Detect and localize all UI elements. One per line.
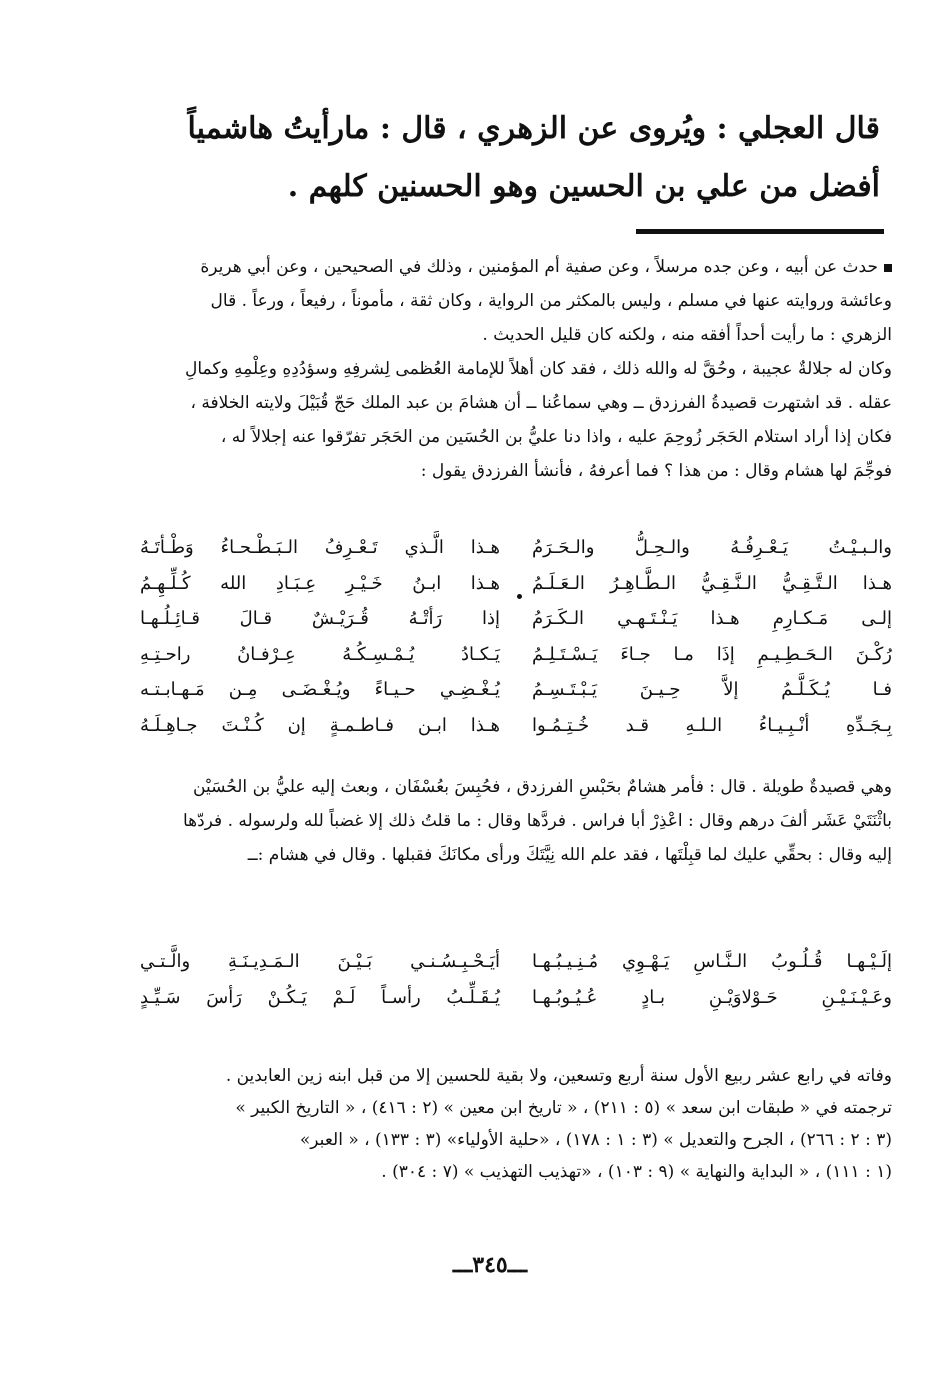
text-line: وهي قصيدةٌ طويلة . قال : فأمر هشامٌ بحَبْسِ الفرزدق ، فحُبِسَ بعُسْفَان ، وبعث إليه عليُّ بن الحُسَيْن: [193, 777, 892, 797]
references-paragraph: [140, 1060, 892, 1188]
text-line: (١ : ١١١) ، « البداية والنهاية » (٩ : ١٠٣) ، «تهذيب التهذيب » (٧ : ٣٠٤) .: [381, 1162, 892, 1182]
narrative-paragraph: [140, 770, 892, 872]
poem-verse: [140, 566, 892, 602]
section-divider: [636, 229, 884, 234]
verse-right-hemistich: يُـقَـلِّـبُ رأسـاً لَـمْ يَـكُـنْ رَأسَ سَـيِّـدٍ: [140, 987, 500, 1008]
verse-left-hemistich: إلـى مَـكـارِمِ هـذا يَـنْـتَـهـي الـكَـرَمُ: [532, 608, 892, 629]
poem-verse: [140, 672, 892, 708]
poem-verse: [140, 708, 892, 744]
verse-left-hemistich: رُكْـنَ الـحَـطِـيـمِ إذَا مـا جـاءَ يَـسْـتَـلِـمُ: [532, 643, 892, 665]
text-line: (٣ : ٢ : ٢٦٦) ، الجرح والتعديل » (٣ : ١ : ١٧٨) ، «حلية الأولياء» (٣ : ١٣٣) ، « العبر»: [299, 1130, 892, 1150]
dot-mark: [517, 594, 522, 599]
poem-verse: [140, 601, 892, 637]
verse-right-hemistich: أيَـحْـبِـسُـنـي بَـيْـنَ الـمَـدِيـنَـةِ والَّـتـي: [140, 951, 500, 972]
page-number: ـــ٣٤٥ـــ: [452, 1252, 528, 1278]
footnote-body: [140, 250, 892, 488]
verse-right-hemistich: هـذا ابـن فـاطـمـةٍ إن كُـنْـتَ جـاهِـلَـهُ: [140, 714, 500, 736]
verse-left-hemistich: بِـجَـدِّهِ أنْـبِـيـاءُ الـلـهِ قـد خُـتِـمُـوا: [532, 714, 892, 736]
verse-left-hemistich: هـذا الـتَّـقِـيُّ الـنَّـقِـيُّ الـطَّـاهِـرُ الـعَـلَـمُ: [532, 572, 892, 594]
verse-right-hemistich: يُـغْـضِـي حـيـاءً ويُـغْـضَـى مِـن مَـهـابـتـه: [140, 679, 500, 700]
verse-left-hemistich: إلَـيْـهـا قُـلُـوبُ الـنَّـاسِ يَـهْـوِي مُـنِـيـبُـهـا: [532, 951, 892, 972]
text-line: فوجِّمَ لها هشام وقال : من هذا ؟ فما أعرفهُ ، فأنشأ الفرزدق يقول :: [420, 461, 892, 481]
square-bullet-icon: [884, 264, 892, 272]
poem-verse: [140, 637, 892, 673]
verse-right-hemistich: يَـكـادُ يُـمْـسِـكُـهُ عِـرْفـانُ راحـتِـهِ: [140, 643, 500, 665]
poem-verse: [140, 944, 892, 980]
poem-verse: [140, 980, 892, 1016]
text-line: ترجمته في « طبقات ابن سعد » (٥ : ٢١١) ، « تاريخ ابن معين » (٢ : ٤١٦) ، « التاريخ الكبير »: [235, 1098, 892, 1118]
text-line: حدث عن أبيه ، وعن جده مرسلاً ، وعن صفية أم المؤمنين ، وذلك في الصحيحين ، وعن أبي هريرة: [140, 250, 892, 284]
verse-right-hemistich: هـذا ابـنُ خَـيْـرِ عِـبَـادِ الله كُـلِّـهِـمُ: [140, 572, 500, 594]
verse-left-hemistich: فـا يُـكَـلَّـمُ إلاَّ حِـيـنَ يَـبْـتَـسِـمُ: [532, 679, 892, 700]
verse-right-hemistich: هـذا الَّـذي تَـعْـرِفُ الـبَـطْـحـاءُ وَطْـأتَـهُ: [140, 537, 500, 558]
text-line: باثْنَتَيْ عَشَر ألفَ درهم وقال : اعْذِرْ أبا فراس . فردَّها وقال : ما قلتُ ذلك إلا غضباً لله ولرسوله . فردّها: [182, 811, 892, 831]
text-line: إليه وقال : بحقِّي عليك لما قبِلْتَها ، فقد علم الله نِيَّتَكَ ورأى مكانَكَ فقبلها . وقال في هشام :ــ: [247, 845, 892, 865]
text-line: وعائشة وروايته عنها في مسلم ، وليس بالمكثر من الرواية ، وكان ثقة ، مأموناً ، رفيعاً ، ورعاً . قال: [210, 291, 892, 311]
poem-verse: [140, 530, 892, 566]
text-line: فكان إذا أراد استلام الحَجَر زُوحِمَ عليه ، واذا دنا عليُّ بن الحُسَين من الحَجَر تفرّقوا عنه إجلالاً له ،: [220, 427, 892, 447]
verse-right-hemistich: إذا رَأتْـهُ قُـرَيْـشٌ قـالَ قـائِـلُـهـا: [140, 608, 500, 629]
text-line: الزهري : ما رأيت أحداً أفقه منه ، ولكنه كان قليل الحديث .: [482, 325, 892, 345]
page-title: قال العجلي : ويُروى عن الزهري ، قال : مارأيتُ هاشمياً أفضل من علي بن الحسين وهو الحسنين كلهم .: [187, 111, 880, 204]
text-line: وفاته في رابع عشر ربيع الأول سنة أربع وتسعين، ولا بقية للحسين إلا من قبل ابنه زين العابدين .: [225, 1066, 892, 1086]
text-line: وكان له جلالةٌ عجيبة ، وحُقَّ له والله ذلك ، فقد كان أهلاً للإمامة العُظمى لِشرفِهِ وسؤدُدِهِ وعِلْمِهِ وكمالِ: [184, 359, 892, 379]
poem-block-2: [140, 944, 892, 1016]
verse-left-hemistich: والـبـيْـتُ يَـعْـرِفُـهُ والـحِـلُّ والـحَـرَمُ: [532, 537, 892, 558]
verse-left-hemistich: وعَـيْـنَـيْـنِ حَـوْلاوَيْـنِ بـادٍ عُـيُـوبُـهـا: [532, 987, 892, 1008]
text-line: عقله . قد اشتهرت قصيدةُ الفرزدق ــ وهي سماعُنا ــ أن هشامَ بن عبد الملك حَجّ قُبَيْلَ ولايته الخلافة ،: [190, 393, 892, 413]
poem-block-1: [140, 530, 892, 743]
